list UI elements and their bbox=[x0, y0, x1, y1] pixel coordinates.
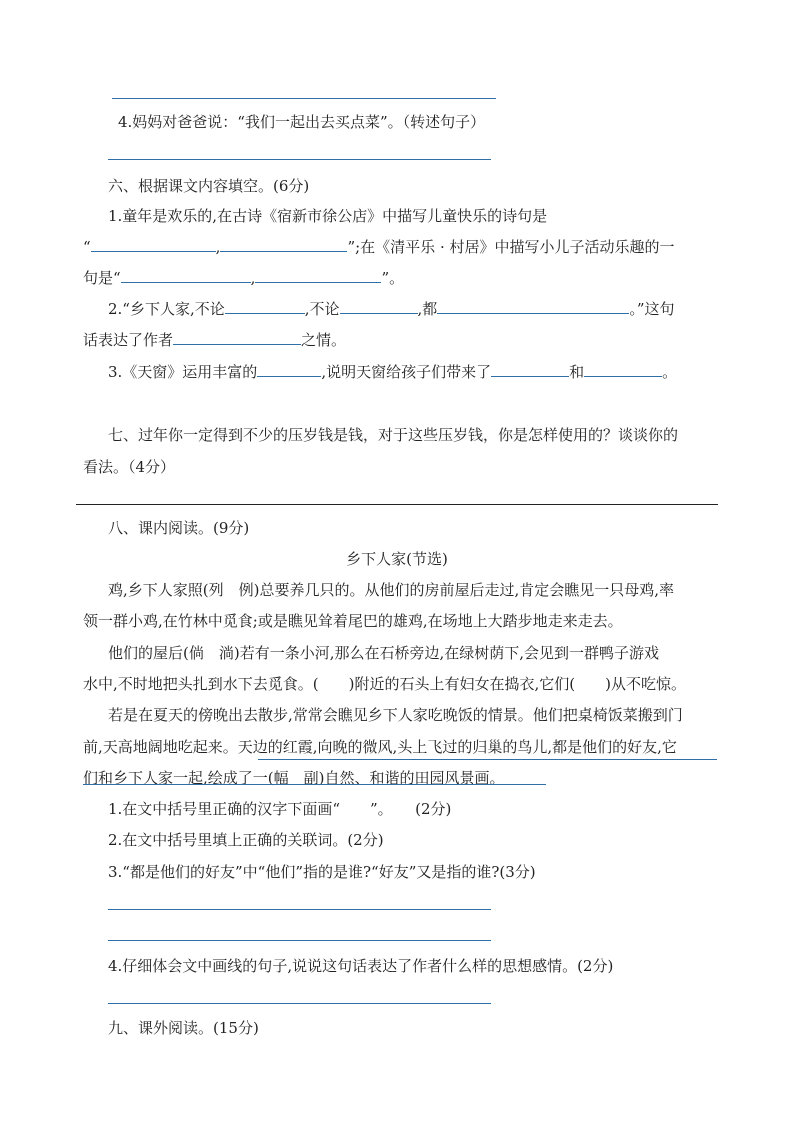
q2-mid1: ,不论 bbox=[304, 300, 340, 318]
passage-p2-line1: 他们的屋后(倘 淌)若有一条小河,那么在石桥旁边,在绿树荫下,会见到一群鸭子游戏 bbox=[108, 644, 660, 662]
blank[interactable] bbox=[255, 268, 381, 283]
section-6-q2-line1 bbox=[108, 299, 674, 319]
passage-p1-line1: 鸡,乡下人家照(列 例)总要养几只的。从他们的房前屋后走过,肯定会瞧见一只母鸡,率 bbox=[108, 581, 675, 599]
q2-line2-pre: 话表达了作者 bbox=[83, 331, 174, 349]
passage-p3-line1: 若是在夏天的傍晚出去散步,常常会瞧见乡下人家吃晚饭的情景。他们把桌椅饭菜搬到门 bbox=[108, 706, 683, 724]
divider-line bbox=[76, 504, 718, 505]
section-6-q3 bbox=[108, 362, 677, 382]
section-6-heading: 六、根据课文内容填空。(6分) bbox=[108, 177, 310, 195]
answer-line[interactable] bbox=[112, 98, 496, 99]
answer-line[interactable] bbox=[108, 940, 491, 941]
q3-mid2: 和 bbox=[569, 363, 585, 381]
blank[interactable] bbox=[121, 268, 251, 283]
section-8-q3: 3.“都是他们的好友”中“他们”指的是谁?“好友”又是指的谁?(3分) bbox=[108, 863, 536, 881]
passage-title: 乡下人家(节选) bbox=[346, 550, 448, 568]
q3-mid1: ,说明天窗给孩子们带来了 bbox=[321, 363, 492, 381]
blank[interactable] bbox=[584, 362, 662, 377]
section-9-heading: 九、课外阅读。(15分) bbox=[108, 1019, 259, 1037]
blank[interactable] bbox=[220, 237, 347, 252]
question-4: 4.妈妈对爸爸说：“我们一起出去买点菜”。（转述句子） bbox=[118, 113, 486, 131]
q1-line3-end: ”。 bbox=[381, 269, 405, 287]
blank[interactable] bbox=[491, 362, 569, 377]
q3-end: 。 bbox=[662, 363, 678, 381]
p3-line2-pre: 前,天高地阔地吃起来。 bbox=[83, 738, 238, 756]
q1-line2-rest: ”;在《清平乐 · 村居》中描写小儿子活动乐趣的一 bbox=[347, 238, 675, 256]
q2-line2-end: 之情。 bbox=[301, 331, 347, 349]
passage-p2-line2: 水中,不时地把头扎到水下去觅食。( )附近的石头上有妇女在捣衣,它们( )从不吃惊。 bbox=[83, 675, 686, 693]
section-6-q1-line1: 1.童年是欢乐的,在古诗《宿新市徐公店》中描写儿童快乐的诗句是 bbox=[108, 207, 548, 225]
section-8-q2: 2.在文中括号里填上正确的关联词。(2分) bbox=[108, 831, 384, 849]
answer-line[interactable] bbox=[108, 1003, 491, 1004]
quote-open: “ bbox=[83, 238, 91, 256]
blank[interactable] bbox=[225, 299, 305, 314]
q3-pre: 3.《天窗》运用丰富的 bbox=[108, 363, 258, 381]
blank[interactable] bbox=[91, 237, 216, 252]
underlined-sentence: 天边的红霞,向晚的微风,头上飞过的归巢的鸟儿,都是他们的好友,它 bbox=[237, 738, 677, 756]
section-8-q4: 4.仔细体会文中画线的句子,说说这句话表达了作者什么样的思想感情。(2分) bbox=[108, 957, 614, 975]
q2-mid2: ,都 bbox=[417, 300, 438, 318]
q2-pre: 2.“乡下人家,不论 bbox=[108, 300, 225, 318]
blank[interactable] bbox=[173, 330, 301, 345]
comma: , bbox=[215, 238, 221, 256]
sentence-underline bbox=[258, 759, 717, 760]
section-8-heading: 八、课内阅读。(9分) bbox=[108, 519, 250, 537]
blank[interactable] bbox=[437, 299, 629, 314]
blank[interactable] bbox=[257, 362, 321, 377]
section-6-q1-line2 bbox=[83, 237, 674, 257]
section-6-q2-line2 bbox=[83, 330, 346, 350]
passage-p3-line3: 们和乡下人家一起,绘成了一(幅 副)自然、和谐的田园风景画。 bbox=[83, 769, 505, 787]
q2-end: 。”这句 bbox=[629, 300, 675, 318]
passage-p1-line2: 领一群小鸡,在竹林中觅食;或是瞧见耸着尾巴的雄鸡,在场地上大踏步地走来走去。 bbox=[83, 612, 623, 630]
section-7-line2: 看法。（4分） bbox=[83, 458, 176, 476]
passage-p3-line2 bbox=[83, 737, 677, 757]
answer-line[interactable] bbox=[108, 909, 491, 910]
q1-line3-pre: 句是“ bbox=[83, 269, 121, 287]
sentence-underline bbox=[83, 784, 546, 785]
section-6-q1-line3 bbox=[83, 268, 404, 288]
section-8-q1: 1.在文中括号里正确的汉字下面画“ ”。 (2分) bbox=[108, 800, 452, 818]
section-7-line1: 七、过年你一定得到不少的压岁钱是钱，对于这些压岁钱，你是怎样使用的？谈谈你的 bbox=[108, 426, 679, 444]
comma: , bbox=[250, 269, 256, 287]
blank[interactable] bbox=[340, 299, 418, 314]
answer-line[interactable] bbox=[108, 159, 491, 160]
